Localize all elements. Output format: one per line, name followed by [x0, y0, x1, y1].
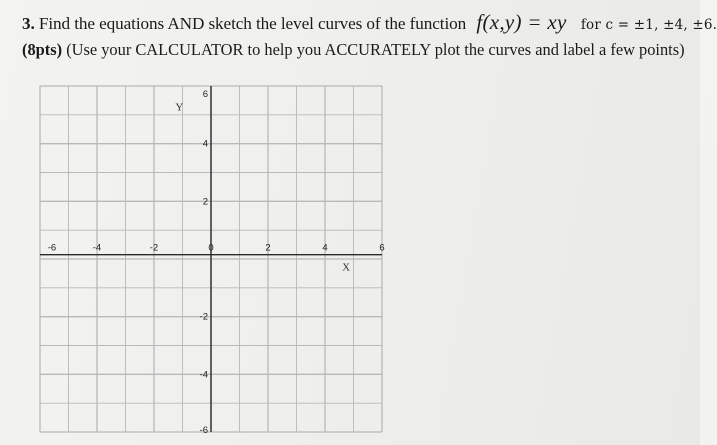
function-expression: f(x,y) = xy: [476, 10, 567, 34]
y-tick-label: 4: [202, 138, 208, 150]
points-value: (8pts): [22, 40, 63, 59]
problem-statement: [22, 10, 717, 62]
coordinate-grid: [30, 80, 400, 440]
problem-line-1: [22, 10, 717, 37]
x-tick-label: -4: [92, 242, 102, 254]
x-tick-label: -2: [149, 242, 159, 254]
x-tick-labels: [48, 243, 385, 254]
level-values: for c = ±1, ±4, ±6.: [580, 17, 717, 33]
problem-text: Find the equations AND sketch the level curves of the function: [38, 14, 467, 33]
y-tick-label: 6: [202, 89, 208, 100]
y-tick-labels: [200, 89, 208, 436]
x-tick-label: -6: [47, 242, 57, 254]
problem-line-2: [22, 38, 692, 62]
y-tick-label: -6: [199, 425, 208, 436]
x-axis-label: X: [342, 261, 351, 274]
y-tick-label: -4: [199, 369, 208, 381]
graph-paper: [30, 80, 400, 440]
x-tick-label: 2: [265, 242, 271, 254]
x-tick-label: 4: [322, 242, 328, 254]
x-tick-label: 0: [208, 242, 214, 254]
y-tick-label: -2: [199, 311, 208, 323]
x-tick-label: 6: [379, 242, 385, 254]
y-axis-label: Y: [175, 101, 184, 114]
problem-number: 3.: [22, 14, 35, 33]
instruction-text: (Use your CALCULATOR to help you ACCURATELY plot the curves and label a few points): [66, 40, 685, 59]
y-tick-label: 2: [202, 196, 208, 208]
